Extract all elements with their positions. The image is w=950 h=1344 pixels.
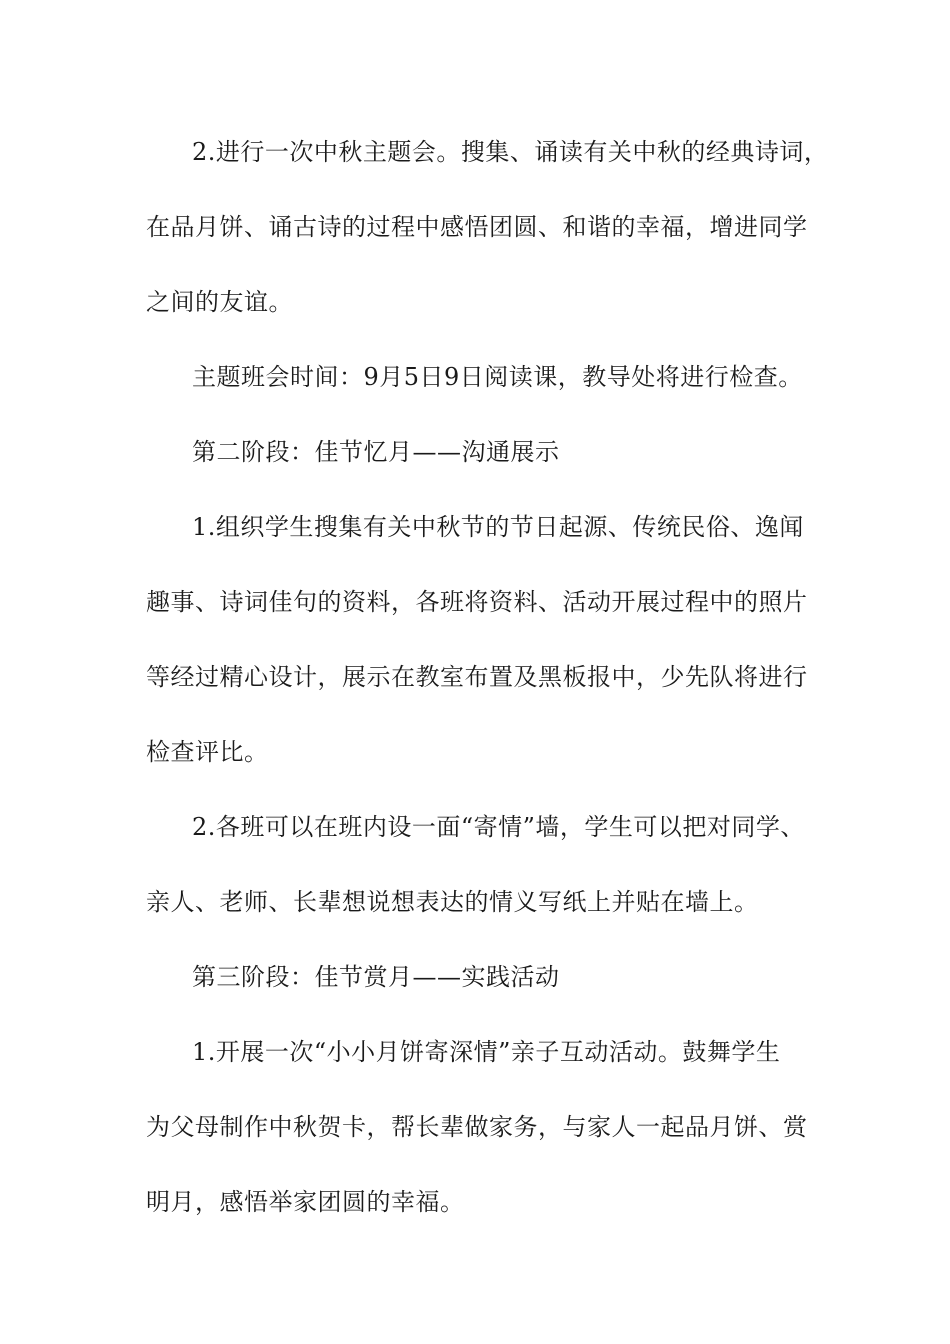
- paragraph-5-line-1: 2.各班可以在班内设一面“寄情”墙，学生可以把对同学、: [192, 813, 805, 841]
- section-heading-stage-3: 第三阶段：佳节赏月——实践活动: [192, 963, 560, 991]
- paragraph-1-line-1: 2.进行一次中秋主题会。搜集、诵读有关中秋的经典诗词，: [192, 138, 829, 166]
- paragraph-7-line-1: 1.开展一次“小小月饼寄深情”亲子互动活动。鼓舞学生: [192, 1038, 781, 1066]
- paragraph-7-line-2: 为父母制作中秋贺卡，帮长辈做家务，与家人一起品月饼、赏: [146, 1113, 808, 1141]
- paragraph-2-line-1: 主题班会时间：9月5日9日阅读课，教导处将进行检查。: [192, 363, 803, 391]
- section-heading-stage-2: 第二阶段：佳节忆月——沟通展示: [192, 438, 560, 466]
- paragraph-4-line-1: 1.组织学生搜集有关中秋节的节日起源、传统民俗、逸闻: [192, 513, 804, 541]
- paragraph-1-line-3: 之间的友谊。: [146, 288, 293, 316]
- paragraph-4-line-3: 等经过精心设计，展示在教室布置及黑板报中，少先队将进行: [146, 663, 808, 691]
- paragraph-7-line-3: 明月，感悟举家团圆的幸福。: [146, 1188, 465, 1216]
- paragraph-4-line-2: 趣事、诗词佳句的资料，各班将资料、活动开展过程中的照片: [146, 588, 808, 616]
- paragraph-1-line-2: 在品月饼、诵古诗的过程中感悟团圆、和谐的幸福，增进同学: [146, 213, 808, 241]
- paragraph-4-line-4: 检查评比。: [146, 738, 269, 766]
- paragraph-5-line-2: 亲人、老师、长辈想说想表达的情义写纸上并贴在墙上。: [146, 888, 759, 916]
